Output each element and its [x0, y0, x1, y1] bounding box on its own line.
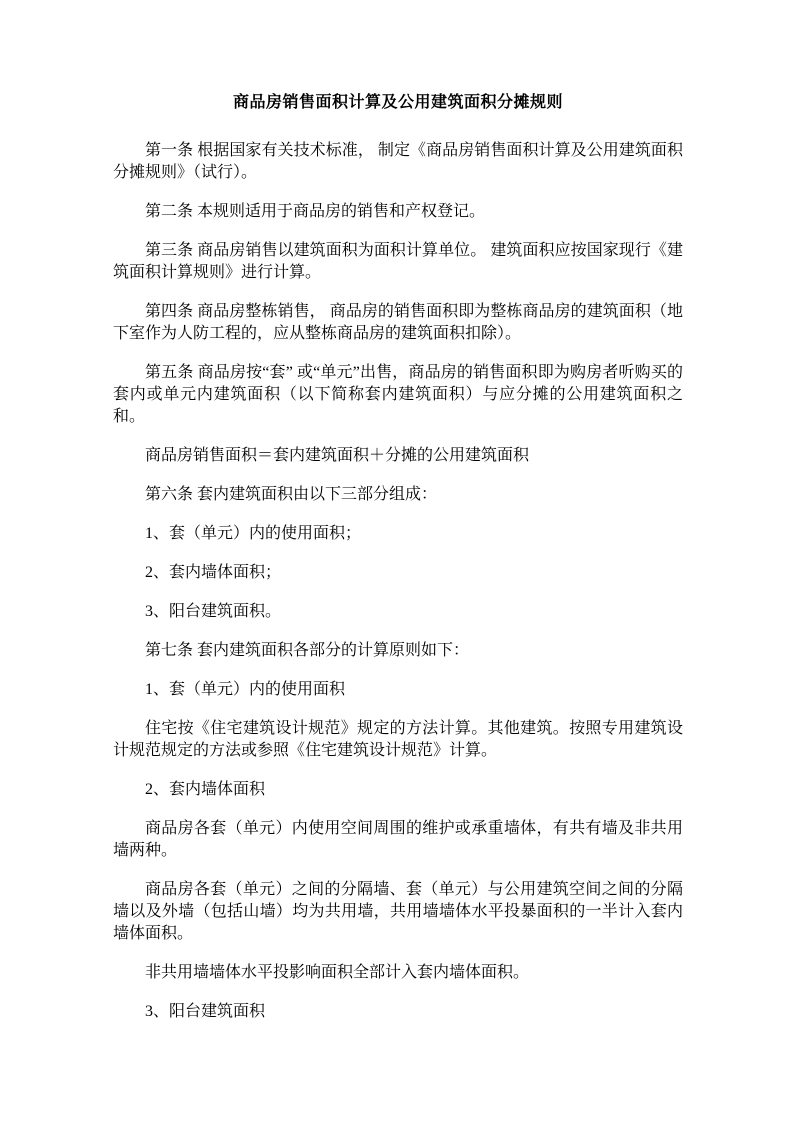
- paragraph-article-4: 第四条 商品房整栋销售， 商品房的销售面积即为整栋商品房的建筑面积（地下室作为人防工程的，应从整栋商品房的建筑面积扣除）。: [113, 303, 683, 342]
- paragraph-article-3: 第三条 商品房销售以建筑面积为面积计算单位。 建筑面积应按国家现行《建筑面积计算规则》进行计算。: [113, 242, 683, 281]
- subitem-1-heading: 1、套（单元）内的使用面积: [145, 681, 346, 698]
- document-body: [113, 140, 683, 1023]
- document-title: 商品房销售面积计算及公用建筑面积分摊规则: [232, 94, 563, 111]
- paragraph-article-2: 第二条 本规则适用于商品房的销售和产权登记。: [145, 203, 486, 220]
- paragraph-article-5: 第五条 商品房按“套” 或“单元”出售，商品房的销售面积即为购房者听购买的套内或单元内建筑面积（以下简称套内建筑面积）与应分摊的公用建筑面积之和。: [113, 364, 683, 425]
- paragraph-article-7: 第七条 套内建筑面积各部分的计算原则如下：: [145, 642, 470, 659]
- subitem-2-text-c: 非共用墙墙体水平投影响面积全部计入套内墙体面积。: [145, 964, 530, 981]
- paragraph-article-1: 第一条 根据国家有关技术标准， 制定《商品房销售面积计算及公用建筑面积分摊规则》（试行）。: [113, 142, 683, 181]
- list-item-1: 1、套（单元）内的使用面积；: [145, 525, 362, 542]
- subitem-3-heading: 3、阳台建筑面积: [145, 1003, 266, 1020]
- paragraph-formula: 商品房销售面积＝套内建筑面积＋分摊的公用建筑面积: [145, 447, 530, 464]
- subitem-2-text-b: 商品房各套（单元）之间的分隔墙、套（单元）与公用建筑空间之间的分隔墙以及外墙（包括山墙）均为共用墙，共用墙墙体水平投暴面积的一半计入套内墙体面积。: [113, 881, 683, 942]
- subitem-2-heading: 2、套内墙体面积: [145, 781, 266, 798]
- paragraph-article-6: 第六条 套内建筑面积由以下三部分组成：: [145, 486, 438, 503]
- list-item-3: 3、阳台建筑面积。: [145, 603, 282, 620]
- list-item-2: 2、套内墙体面积；: [145, 564, 282, 581]
- subitem-1-text: 住宅按《住宅建筑设计规范》规定的方法计算。其他建筑。按照专用建筑设计规范规定的方法或参照《住宅建筑设计规范》计算。: [113, 720, 683, 759]
- subitem-2-text-a: 商品房各套（单元）内使用空间周围的维护或承重墙体，有共有墙及非共用墙两种。: [113, 820, 683, 859]
